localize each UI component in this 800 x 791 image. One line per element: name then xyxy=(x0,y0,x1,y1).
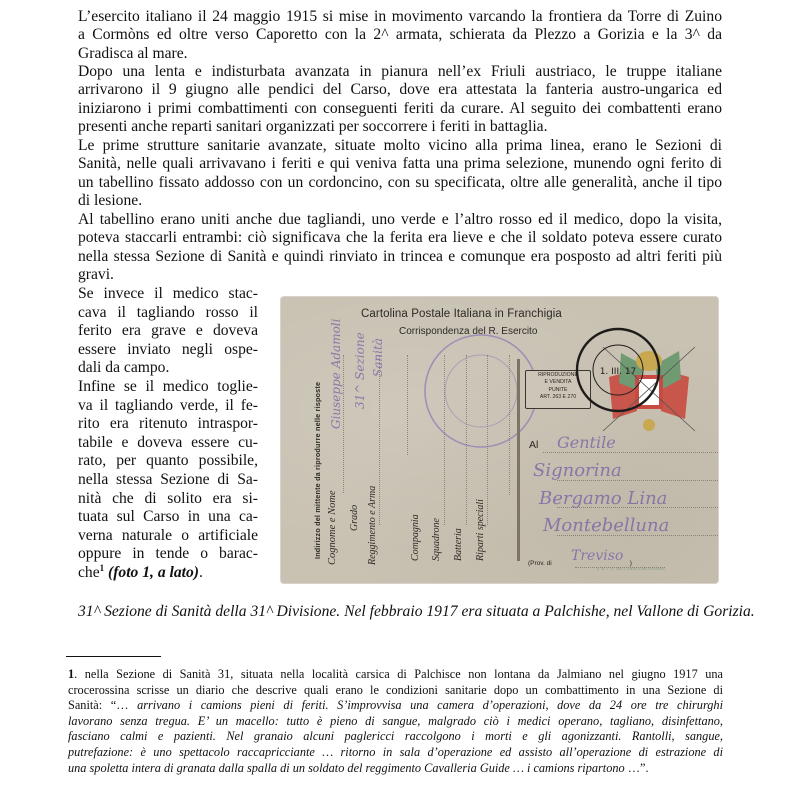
footnote-reference[interactable]: 1 xyxy=(99,562,105,573)
text-fragment: . xyxy=(199,563,203,581)
field-label-batteria: Batteria xyxy=(453,528,464,561)
text-line xyxy=(78,564,258,583)
footnote-line: putrefazione: è uno spettacolo raccapricciante … ritorno in sala d’operazione ed assisto all’operazione di estrazione di xyxy=(68,744,723,759)
text-line: Infine se il medico toglie- xyxy=(78,378,258,395)
paragraph-1 xyxy=(78,8,722,63)
text-line: presenti anche reparti sanitari organizzati per soccorrere i feriti in battaglia. xyxy=(78,118,548,136)
side-paragraph-2 xyxy=(78,378,258,583)
postcard-photo xyxy=(281,297,718,583)
handwriting-recipient-3: Bergamo Lina xyxy=(539,488,668,509)
text-line: verna naturale o artificiale xyxy=(78,526,258,544)
text-line: di lesione. xyxy=(78,192,143,210)
text-line: Se invece il medico stac- xyxy=(78,285,258,302)
field-line xyxy=(343,355,344,493)
paragraph-2 xyxy=(78,63,722,137)
text-line: un tabellino fissato addosso con un cordoncino, con su specificata, oltre alle generalità, anche il tipo xyxy=(78,173,722,191)
reproduction-warning-box: RIPRODUZIONE E VENDITA PUNITE ART. 263 E 270 xyxy=(525,370,591,409)
postmark-date: 1. III. 17 xyxy=(599,367,637,377)
text-line: L’esercito italiano il 24 maggio 1915 si mise in movimento varcando la frontiera da Torre di Zuino xyxy=(78,8,722,25)
recipient-prefix: Al xyxy=(529,439,539,451)
text-line: rato, per quanto possibile, xyxy=(78,452,258,470)
postcard-divider xyxy=(517,359,520,561)
paragraph-3 xyxy=(78,137,722,211)
paragraph-4 xyxy=(78,211,722,285)
field-line xyxy=(466,355,467,525)
text-line: dali da campo. xyxy=(78,359,170,377)
field-label-reggimento: Reggimento e Arma xyxy=(367,485,378,565)
text-line: cava il tagliando rosso il xyxy=(78,303,258,321)
text-line: nella stessa Sezione di Sanità e quindi rinviato in trincea e comunque era posposto ad altri feriti più xyxy=(78,247,722,265)
field-line xyxy=(444,355,445,525)
field-line xyxy=(379,355,380,525)
field-label-squadrone: Squadrone xyxy=(431,518,442,561)
postmark-icon xyxy=(573,325,663,415)
postcard-title: Cartolina Postale Italiana in Franchigia xyxy=(361,308,562,320)
handwriting-recipient-2: Signorina xyxy=(533,460,622,481)
text-line: iniziarono i primi combattimenti con conseguenti feriti da curare. Al seguito dei combattenti erano xyxy=(78,99,722,117)
field-label-grado: Grado xyxy=(349,504,360,531)
footnote-line: crocerossina scrisse un diario che descrive quali erano le condizioni sanitarie dopo un combattimento in una Sezione di xyxy=(68,682,723,697)
photo-caption: 31^ Sezione di Sanità della 31^ Divisione. Nel febbraio 1917 era situata a Palchishe, nel Vallone di Gorizia. xyxy=(78,603,755,620)
text-line: Dopo una lenta e indisturbata avanzata in pianura nell’ex Friuli austriaco, le truppe italiane xyxy=(78,63,722,80)
text-line: gravi. xyxy=(78,266,114,284)
postcard-subtitle: Corrispondenza del R. Esercito xyxy=(399,326,538,337)
text-line: tabile e doveva essere cu- xyxy=(78,433,258,451)
text-line: ferito era grave e doveva xyxy=(78,322,258,340)
handwriting-recipient-1: Gentile xyxy=(557,433,616,452)
photo-reference: (foto 1, a lato) xyxy=(108,563,199,581)
handwriting-recipient-4: Montebelluna xyxy=(543,515,670,536)
footnote-line: lavorano senza tregua. E’ un macello: tutto è pieno di sangue, malgrado ciò i medici operano, tagliano, disinfettano, xyxy=(68,713,723,728)
text-line: Gradisca al mare. xyxy=(78,44,188,62)
field-line xyxy=(407,355,408,455)
text-line: arrivarono il 9 giugno alle pendici del Carso, dove era attestata la fanteria austro-ungarica ed xyxy=(78,81,722,99)
footnote-number: 1 xyxy=(68,667,75,681)
text-line: nità che di solito era si- xyxy=(78,489,258,507)
field-line xyxy=(487,355,488,525)
text-line: a Cormòns ed oltre verso Caporetto con la 2^ armata, schierata da Plezzo a Gorizia e la 3^ da xyxy=(78,26,722,44)
handwriting-sender-place: Sanità xyxy=(371,338,385,377)
province-label: (Prov. di ) xyxy=(528,560,632,567)
address-line xyxy=(543,452,718,453)
footnote-line: una spoletta intera di granata dalla spalla di un soldato del reggimento Cavalleria Guide … i camions ripartono …”. xyxy=(68,760,649,775)
side-paragraph-1 xyxy=(78,285,258,378)
footnote xyxy=(68,667,723,776)
text-line: poteva staccarli entrambi: ciò significava che la ferita era lieve e che il soldato poteva essere curato xyxy=(78,229,722,247)
field-line xyxy=(509,355,510,495)
section-stamp-icon xyxy=(421,331,541,451)
text-line: Le prime strutture sanitarie avanzate, situate molto vicino alla prima linea, erano le Sezioni di xyxy=(78,137,722,154)
handwriting-sender-name: Giuseppe Adamoli xyxy=(329,318,343,429)
field-label-compagnia: Compagnia xyxy=(410,514,421,561)
field-label-riparti: Riparti speciali xyxy=(475,499,486,561)
footnote-line: fasciano calmi e pazienti. Nel granaio alcuni paglericci raccolgono i morti e gli agonizzanti. Rantolli, sangue, xyxy=(68,729,723,744)
text-line: oppure in tende o barac- xyxy=(78,545,258,563)
text-line: essere inviato negli ospe- xyxy=(78,340,258,358)
text-line: nella stessa Sezione di Sa- xyxy=(78,470,258,488)
text-line: tuata sul Carso in una ca- xyxy=(78,508,258,526)
text-line: rito era ritenuto intraspor- xyxy=(78,415,258,433)
text-fragment: che xyxy=(78,563,100,581)
printer-line: S. A. I. G. ARTI GRAFICHE GENOVA xyxy=(597,567,666,571)
footnote-line: Sanità: “… arrivano i camions pieni di feriti. S’improvvisa una camera d’operazioni, dove da 24 ore tre chirurghi xyxy=(68,698,723,713)
handwriting-province: Treviso xyxy=(571,548,624,564)
footnote-line: 1. nella Sezione di Sanità 31, situata nella località carsica di Palchisce non lontana da Jalmiano nel giugno 1917 una xyxy=(68,667,723,681)
footnote-separator xyxy=(66,656,161,657)
handwriting-sender-unit: 31^ Sezione xyxy=(353,332,367,409)
field-label-cognome: Cognome e Nome xyxy=(327,490,338,565)
text-line: va il tagliando verde, il fe- xyxy=(78,396,258,414)
text-line: Sanità, nelle quali arrivavano i feriti e qui veniva fatta una prima selezione, munendo ogni ferito di xyxy=(78,155,722,173)
text-line: Al tabellino erano uniti anche due tagliandi, uno verde e l’altro rosso ed il medico, dopo la visita, xyxy=(78,211,722,228)
sender-header: Indirizzo del mittente da riprodurre nelle risposte xyxy=(313,381,322,559)
